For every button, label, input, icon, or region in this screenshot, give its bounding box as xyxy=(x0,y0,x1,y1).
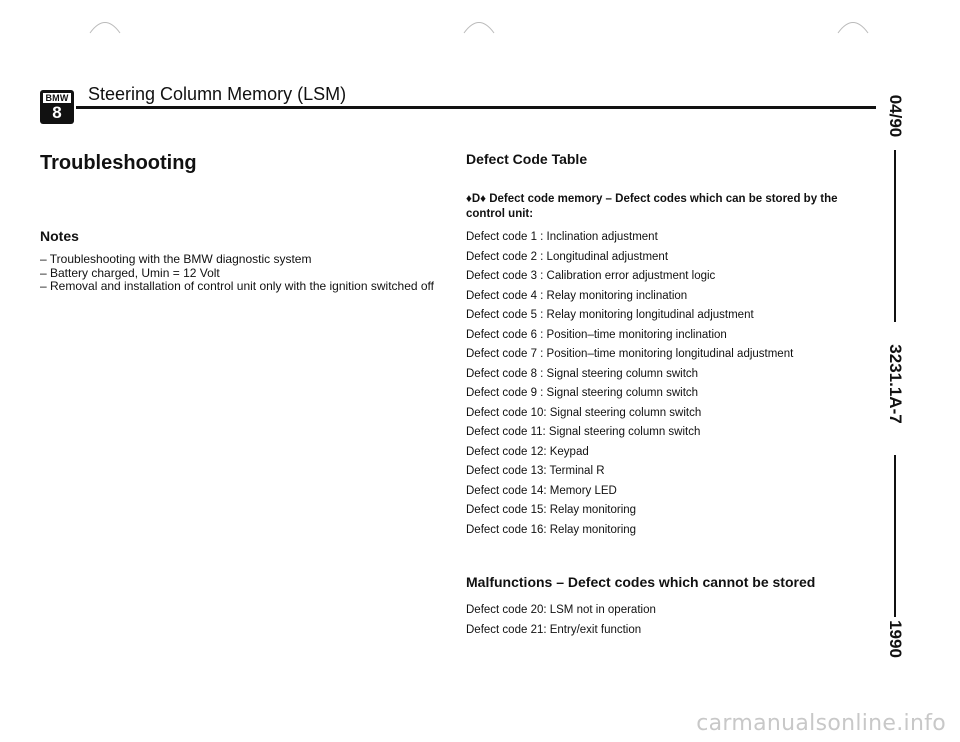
defect-memory-intro: ♦D♦ Defect code memory – Defect codes which can be stored by the control unit: xyxy=(466,193,838,220)
punch-hole-mark xyxy=(836,16,870,34)
defect-code-item: Defect code 9 : Signal steering column switch xyxy=(466,387,699,399)
bmw-logo xyxy=(40,90,74,124)
document-title: Steering Column Memory (LSM) xyxy=(88,84,347,104)
section-heading-troubleshooting: Troubleshooting xyxy=(40,152,197,174)
notes-list xyxy=(40,253,434,294)
defect-code-item: Defect code 11: Signal steering column switch xyxy=(466,426,701,438)
watermark: carmanualsonline.info xyxy=(696,711,946,736)
defect-code-item: Defect code 7 : Position–time monitoring longitudinal adjustment xyxy=(466,348,794,360)
defect-code-list xyxy=(466,228,793,540)
defect-code-item: Defect code 14: Memory LED xyxy=(466,484,617,497)
logo-series: 8 xyxy=(52,103,62,122)
defect-code-item: Defect code 16: Relay monitoring xyxy=(466,523,637,536)
malfunctions-heading: Malfunctions – Defect codes which cannot be stored xyxy=(466,574,816,590)
malfunction-code-list xyxy=(466,600,656,640)
issue-date: 04/90 xyxy=(886,94,905,138)
defect-code-item: Defect code 2 : Longitudinal adjustment xyxy=(466,250,669,263)
logo-brand: BMW xyxy=(43,93,71,103)
note-item: – Troubleshooting with the BMW diagnostic system xyxy=(40,252,312,266)
edition-year: 1990 xyxy=(886,620,905,658)
malfunction-code-item: Defect code 20: LSM not in operation xyxy=(466,604,656,616)
defect-code-item: Defect code 1 : Inclination adjustment xyxy=(466,231,658,243)
margin-rule xyxy=(894,455,896,617)
defect-code-item: Defect code 12: Keypad xyxy=(466,445,589,458)
defect-code-item: Defect code 5 : Relay monitoring longitudinal adjustment xyxy=(466,309,754,321)
defect-code-item: Defect code 3 : Calibration error adjustment logic xyxy=(466,270,716,282)
reference-number: 3231.1A-7 xyxy=(886,344,905,424)
defect-code-item: Defect code 15: Relay monitoring xyxy=(466,504,637,516)
defect-code-item: Defect code 13: Terminal R xyxy=(466,465,605,477)
note-item: – Battery charged, Umin = 12 Volt xyxy=(40,265,220,280)
margin-rule xyxy=(894,150,896,322)
punch-hole-mark xyxy=(88,16,122,34)
defect-code-item: Defect code 10: Signal steering column switch xyxy=(466,406,702,419)
notes-heading: Notes xyxy=(40,228,79,244)
defect-code-item: Defect code 4 : Relay monitoring inclination xyxy=(466,289,688,302)
header-rule xyxy=(76,106,876,109)
punch-hole-mark xyxy=(462,16,496,34)
note-item: – Removal and installation of control unit only with the ignition switched off xyxy=(40,279,435,293)
defect-code-table-heading: Defect Code Table xyxy=(466,151,588,167)
defect-code-item: Defect code 8 : Signal steering column switch xyxy=(466,367,699,380)
defect-code-item: Defect code 6 : Position–time monitoring inclination xyxy=(466,328,727,341)
malfunction-code-item: Defect code 21: Entry/exit function xyxy=(466,624,642,636)
